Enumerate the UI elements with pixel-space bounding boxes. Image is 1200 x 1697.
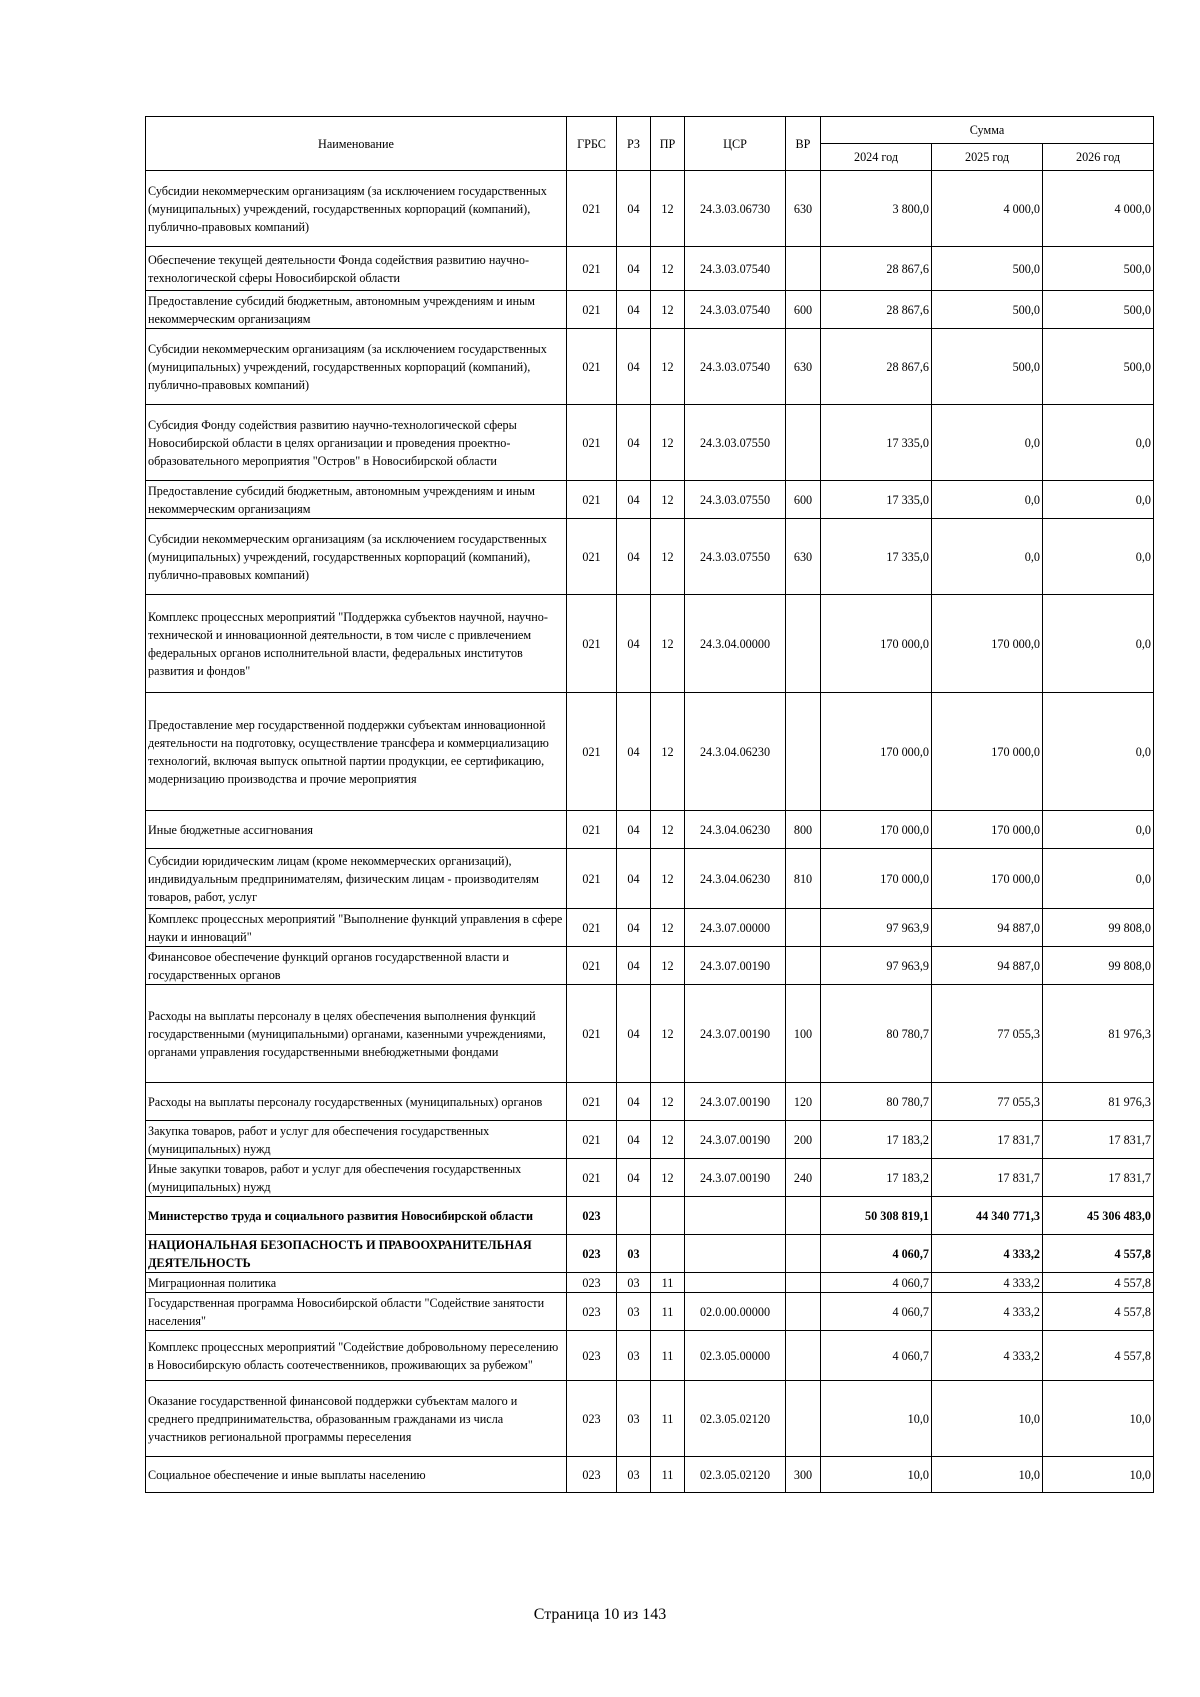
row-rz-cell: 04 <box>617 947 651 985</box>
table-body <box>146 171 1154 1493</box>
row-sum-2025-cell: 77 055,3 <box>932 1083 1043 1121</box>
row-grbs-cell: 023 <box>567 1235 617 1273</box>
row-rz-cell: 03 <box>617 1331 651 1381</box>
table-row <box>146 1197 1154 1235</box>
row-sum-2025-cell: 10,0 <box>932 1381 1043 1457</box>
row-sum-2026-cell: 4 557,8 <box>1043 1331 1154 1381</box>
row-csr-cell: 24.3.04.00000 <box>685 595 786 693</box>
row-sum-2026-cell: 0,0 <box>1043 519 1154 595</box>
row-sum-2026-cell: 0,0 <box>1043 595 1154 693</box>
row-sum-2026-cell: 4 557,8 <box>1043 1235 1154 1273</box>
row-name-cell: Закупка товаров, работ и услуг для обеспечения государственных (муниципальных) нужд <box>146 1121 567 1159</box>
row-csr-cell: 24.3.03.07540 <box>685 247 786 291</box>
row-pr-cell: 12 <box>651 481 685 519</box>
row-rz-cell: 04 <box>617 171 651 247</box>
table-row <box>146 405 1154 481</box>
row-sum-2024-cell: 10,0 <box>821 1457 932 1493</box>
row-sum-2026-cell: 500,0 <box>1043 247 1154 291</box>
row-sum-2024-cell: 80 780,7 <box>821 1083 932 1121</box>
row-rz-cell: 04 <box>617 329 651 405</box>
row-name-cell: Субсидии некоммерческим организациям (за исключением государственных (муниципальных) учреждений, государственных корпораций (компаний), публично-правовых компаний) <box>146 329 567 405</box>
row-sum-2024-cell: 4 060,7 <box>821 1331 932 1381</box>
row-sum-2024-cell: 17 335,0 <box>821 405 932 481</box>
row-vr-cell: 200 <box>786 1121 821 1159</box>
row-vr-cell <box>786 1381 821 1457</box>
row-rz-cell: 04 <box>617 247 651 291</box>
row-sum-2025-cell: 0,0 <box>932 481 1043 519</box>
row-sum-2025-cell: 17 831,7 <box>932 1121 1043 1159</box>
row-name-cell: Финансовое обеспечение функций органов государственной власти и государственных органов <box>146 947 567 985</box>
row-sum-2026-cell: 500,0 <box>1043 329 1154 405</box>
row-csr-cell: 24.3.03.07540 <box>685 329 786 405</box>
row-grbs-cell: 021 <box>567 519 617 595</box>
row-pr-cell: 12 <box>651 947 685 985</box>
row-name-cell: Министерство труда и социального развития Новосибирской области <box>146 1197 567 1235</box>
row-sum-2025-cell: 500,0 <box>932 291 1043 329</box>
row-vr-cell <box>786 1331 821 1381</box>
table-row <box>146 985 1154 1083</box>
row-sum-2025-cell: 10,0 <box>932 1457 1043 1493</box>
row-vr-cell: 800 <box>786 811 821 849</box>
row-sum-2024-cell: 170 000,0 <box>821 849 932 909</box>
row-pr-cell: 12 <box>651 849 685 909</box>
header-vr: ВР <box>786 117 821 171</box>
row-sum-2025-cell: 500,0 <box>932 329 1043 405</box>
row-name-cell: Расходы на выплаты персоналу в целях обеспечения выполнения функций государственными (муниципальными) органами, казенными учреждениями, органами управления государственными внебюджетными фондами <box>146 985 567 1083</box>
row-pr-cell: 12 <box>651 1159 685 1197</box>
page-number: Страница 10 из 143 <box>533 1606 667 1623</box>
table-row <box>146 595 1154 693</box>
table-row <box>146 1293 1154 1331</box>
row-rz-cell: 03 <box>617 1235 651 1273</box>
row-sum-2025-cell: 170 000,0 <box>932 595 1043 693</box>
row-rz-cell: 04 <box>617 595 651 693</box>
row-name-cell: Миграционная политика <box>146 1273 567 1293</box>
row-pr-cell <box>651 1235 685 1273</box>
row-name-cell: Иные бюджетные ассигнования <box>146 811 567 849</box>
row-sum-2024-cell: 28 867,6 <box>821 329 932 405</box>
row-sum-2024-cell: 170 000,0 <box>821 811 932 849</box>
row-sum-2026-cell: 10,0 <box>1043 1381 1154 1457</box>
row-rz-cell: 04 <box>617 519 651 595</box>
row-sum-2026-cell: 45 306 483,0 <box>1043 1197 1154 1235</box>
row-grbs-cell: 021 <box>567 1083 617 1121</box>
row-sum-2026-cell: 99 808,0 <box>1043 909 1154 947</box>
header-year-2025: 2025 год <box>932 144 1043 171</box>
row-rz-cell: 04 <box>617 405 651 481</box>
row-sum-2025-cell: 44 340 771,3 <box>932 1197 1043 1235</box>
row-sum-2025-cell: 4 333,2 <box>932 1331 1043 1381</box>
row-sum-2024-cell: 170 000,0 <box>821 595 932 693</box>
row-grbs-cell: 021 <box>567 811 617 849</box>
row-rz-cell: 04 <box>617 849 651 909</box>
row-pr-cell: 11 <box>651 1273 685 1293</box>
row-sum-2026-cell: 0,0 <box>1043 811 1154 849</box>
row-grbs-cell: 021 <box>567 171 617 247</box>
row-pr-cell: 12 <box>651 909 685 947</box>
row-pr-cell: 11 <box>651 1457 685 1493</box>
row-vr-cell <box>786 1273 821 1293</box>
row-pr-cell: 11 <box>651 1293 685 1331</box>
row-rz-cell: 03 <box>617 1381 651 1457</box>
row-name-cell: НАЦИОНАЛЬНАЯ БЕЗОПАСНОСТЬ И ПРАВООХРАНИТЕЛЬНАЯ ДЕЯТЕЛЬНОСТЬ <box>146 1235 567 1273</box>
row-pr-cell <box>651 1197 685 1235</box>
row-grbs-cell: 023 <box>567 1381 617 1457</box>
row-vr-cell <box>786 1197 821 1235</box>
row-csr-cell: 24.3.03.07550 <box>685 481 786 519</box>
row-name-cell: Социальное обеспечение и иные выплаты населению <box>146 1457 567 1493</box>
row-sum-2025-cell: 4 333,2 <box>932 1293 1043 1331</box>
row-grbs-cell: 021 <box>567 947 617 985</box>
row-sum-2026-cell: 0,0 <box>1043 693 1154 811</box>
row-grbs-cell: 021 <box>567 693 617 811</box>
row-sum-2024-cell: 80 780,7 <box>821 985 932 1083</box>
table-row <box>146 1457 1154 1493</box>
row-name-cell: Иные закупки товаров, работ и услуг для обеспечения государственных (муниципальных) нужд <box>146 1159 567 1197</box>
row-grbs-cell: 021 <box>567 985 617 1083</box>
row-name-cell: Комплекс процессных мероприятий "Выполнение функций управления в сфере науки и инноваций" <box>146 909 567 947</box>
row-grbs-cell: 023 <box>567 1197 617 1235</box>
row-vr-cell: 600 <box>786 481 821 519</box>
header-year-2024: 2024 год <box>821 144 932 171</box>
row-sum-2025-cell: 94 887,0 <box>932 909 1043 947</box>
row-sum-2025-cell: 170 000,0 <box>932 811 1043 849</box>
row-name-cell: Субсидии юридическим лицам (кроме некоммерческих организаций), индивидуальным предпринимателям, физическим лицам - производителям товаров, работ, услуг <box>146 849 567 909</box>
row-csr-cell: 24.3.04.06230 <box>685 811 786 849</box>
row-grbs-cell: 021 <box>567 247 617 291</box>
row-grbs-cell: 021 <box>567 595 617 693</box>
row-rz-cell: 04 <box>617 693 651 811</box>
row-pr-cell: 12 <box>651 693 685 811</box>
row-csr-cell <box>685 1235 786 1273</box>
row-pr-cell: 12 <box>651 595 685 693</box>
row-csr-cell: 02.0.00.00000 <box>685 1293 786 1331</box>
row-vr-cell: 600 <box>786 291 821 329</box>
row-vr-cell <box>786 947 821 985</box>
row-sum-2024-cell: 28 867,6 <box>821 291 932 329</box>
row-sum-2024-cell: 4 060,7 <box>821 1293 932 1331</box>
row-vr-cell: 100 <box>786 985 821 1083</box>
row-rz-cell: 04 <box>617 811 651 849</box>
row-sum-2025-cell: 0,0 <box>932 405 1043 481</box>
row-sum-2024-cell: 17 183,2 <box>821 1121 932 1159</box>
row-csr-cell: 24.3.04.06230 <box>685 849 786 909</box>
row-name-cell: Предоставление субсидий бюджетным, автономным учреждениям и иным некоммерческим организациям <box>146 481 567 519</box>
table-row <box>146 693 1154 811</box>
row-csr-cell: 24.3.07.00190 <box>685 1121 786 1159</box>
row-csr-cell: 24.3.03.07550 <box>685 405 786 481</box>
row-name-cell: Предоставление субсидий бюджетным, автономным учреждениям и иным некоммерческим организациям <box>146 291 567 329</box>
row-sum-2026-cell: 81 976,3 <box>1043 985 1154 1083</box>
table-row <box>146 1381 1154 1457</box>
table-row <box>146 1235 1154 1273</box>
row-name-cell: Субсидии некоммерческим организациям (за исключением государственных (муниципальных) учреждений, государственных корпораций (компаний), публично-правовых компаний) <box>146 171 567 247</box>
row-vr-cell: 300 <box>786 1457 821 1493</box>
row-sum-2026-cell: 17 831,7 <box>1043 1159 1154 1197</box>
row-sum-2025-cell: 4 000,0 <box>932 171 1043 247</box>
row-sum-2024-cell: 97 963,9 <box>821 947 932 985</box>
row-name-cell: Субсидии некоммерческим организациям (за исключением государственных (муниципальных) учреждений, государственных корпораций (компаний), публично-правовых компаний) <box>146 519 567 595</box>
row-sum-2026-cell: 500,0 <box>1043 291 1154 329</box>
row-grbs-cell: 021 <box>567 1159 617 1197</box>
row-pr-cell: 12 <box>651 171 685 247</box>
table-row <box>146 849 1154 909</box>
row-sum-2025-cell: 500,0 <box>932 247 1043 291</box>
row-pr-cell: 11 <box>651 1331 685 1381</box>
row-grbs-cell: 023 <box>567 1273 617 1293</box>
row-sum-2026-cell: 0,0 <box>1043 849 1154 909</box>
row-grbs-cell: 021 <box>567 1121 617 1159</box>
row-sum-2025-cell: 0,0 <box>932 519 1043 595</box>
row-pr-cell: 12 <box>651 405 685 481</box>
row-sum-2026-cell: 4 557,8 <box>1043 1273 1154 1293</box>
row-sum-2025-cell: 77 055,3 <box>932 985 1043 1083</box>
row-rz-cell: 04 <box>617 1083 651 1121</box>
row-pr-cell: 12 <box>651 985 685 1083</box>
row-pr-cell: 12 <box>651 1121 685 1159</box>
row-grbs-cell: 023 <box>567 1457 617 1493</box>
table-row <box>146 1273 1154 1293</box>
row-grbs-cell: 021 <box>567 481 617 519</box>
table-row <box>146 1159 1154 1197</box>
row-grbs-cell: 023 <box>567 1331 617 1381</box>
table-row <box>146 329 1154 405</box>
header-grbs: ГРБС <box>567 117 617 171</box>
row-sum-2025-cell: 4 333,2 <box>932 1235 1043 1273</box>
row-csr-cell: 24.3.07.00190 <box>685 1083 786 1121</box>
row-vr-cell <box>786 247 821 291</box>
row-sum-2024-cell: 3 800,0 <box>821 171 932 247</box>
row-vr-cell <box>786 595 821 693</box>
row-pr-cell: 12 <box>651 329 685 405</box>
row-grbs-cell: 021 <box>567 849 617 909</box>
row-grbs-cell: 021 <box>567 329 617 405</box>
row-sum-2024-cell: 17 335,0 <box>821 519 932 595</box>
row-sum-2024-cell: 10,0 <box>821 1381 932 1457</box>
row-rz-cell: 03 <box>617 1457 651 1493</box>
row-sum-2024-cell: 4 060,7 <box>821 1235 932 1273</box>
row-csr-cell: 24.3.03.07550 <box>685 519 786 595</box>
row-sum-2026-cell: 4 557,8 <box>1043 1293 1154 1331</box>
row-sum-2025-cell: 4 333,2 <box>932 1273 1043 1293</box>
row-name-cell: Расходы на выплаты персоналу государственных (муниципальных) органов <box>146 1083 567 1121</box>
table-row <box>146 171 1154 247</box>
row-vr-cell: 630 <box>786 171 821 247</box>
row-sum-2026-cell: 4 000,0 <box>1043 171 1154 247</box>
row-sum-2024-cell: 17 183,2 <box>821 1159 932 1197</box>
row-sum-2026-cell: 0,0 <box>1043 405 1154 481</box>
row-csr-cell: 24.3.03.06730 <box>685 171 786 247</box>
row-rz-cell: 04 <box>617 909 651 947</box>
row-name-cell: Комплекс процессных мероприятий "Содействие добровольному переселению в Новосибирскую область соотечественников, проживающих за рубежом" <box>146 1331 567 1381</box>
row-sum-2024-cell: 50 308 819,1 <box>821 1197 932 1235</box>
table-row <box>146 1121 1154 1159</box>
header-sum: Сумма <box>821 117 1154 144</box>
table-row <box>146 247 1154 291</box>
table-row <box>146 947 1154 985</box>
row-pr-cell: 12 <box>651 291 685 329</box>
header-pr: ПР <box>651 117 685 171</box>
row-csr-cell: 24.3.07.00190 <box>685 985 786 1083</box>
row-sum-2024-cell: 170 000,0 <box>821 693 932 811</box>
row-vr-cell: 630 <box>786 329 821 405</box>
row-vr-cell <box>786 693 821 811</box>
row-csr-cell: 24.3.03.07540 <box>685 291 786 329</box>
row-sum-2026-cell: 99 808,0 <box>1043 947 1154 985</box>
row-csr-cell <box>685 1197 786 1235</box>
row-sum-2026-cell: 17 831,7 <box>1043 1121 1154 1159</box>
row-vr-cell <box>786 909 821 947</box>
row-name-cell: Оказание государственной финансовой поддержки субъектам малого и среднего предпринимательства, образованным гражданами из числа участников региональной программы переселения <box>146 1381 567 1457</box>
row-grbs-cell: 021 <box>567 909 617 947</box>
row-rz-cell: 04 <box>617 1159 651 1197</box>
row-vr-cell <box>786 1293 821 1331</box>
table-row <box>146 481 1154 519</box>
row-vr-cell: 810 <box>786 849 821 909</box>
table-row <box>146 519 1154 595</box>
table-row <box>146 1331 1154 1381</box>
table-row <box>146 291 1154 329</box>
row-csr-cell: 24.3.07.00000 <box>685 909 786 947</box>
row-grbs-cell: 023 <box>567 1293 617 1331</box>
row-sum-2026-cell: 0,0 <box>1043 481 1154 519</box>
row-vr-cell <box>786 1235 821 1273</box>
row-sum-2026-cell: 81 976,3 <box>1043 1083 1154 1121</box>
row-pr-cell: 11 <box>651 1381 685 1457</box>
row-sum-2025-cell: 94 887,0 <box>932 947 1043 985</box>
row-vr-cell: 120 <box>786 1083 821 1121</box>
row-name-cell: Обеспечение текущей деятельности Фонда содействия развитию научно-технологической сферы Новосибирской области <box>146 247 567 291</box>
row-rz-cell: 04 <box>617 481 651 519</box>
header-csr: ЦСР <box>685 117 786 171</box>
row-sum-2025-cell: 170 000,0 <box>932 693 1043 811</box>
row-rz-cell: 03 <box>617 1293 651 1331</box>
row-rz-cell <box>617 1197 651 1235</box>
header-name: Наименование <box>146 117 567 171</box>
row-rz-cell: 04 <box>617 1121 651 1159</box>
row-csr-cell: 02.3.05.02120 <box>685 1457 786 1493</box>
header-year-2026: 2026 год <box>1043 144 1154 171</box>
row-rz-cell: 03 <box>617 1273 651 1293</box>
row-csr-cell: 24.3.04.06230 <box>685 693 786 811</box>
row-vr-cell <box>786 405 821 481</box>
row-sum-2026-cell: 10,0 <box>1043 1457 1154 1493</box>
row-name-cell: Государственная программа Новосибирской области "Содействие занятости населения" <box>146 1293 567 1331</box>
row-sum-2024-cell: 4 060,7 <box>821 1273 932 1293</box>
row-name-cell: Субсидия Фонду содействия развитию научно-технологической сферы Новосибирской области в целях организации и проведения проектно-образовательного мероприятия "Остров" в Новосибирской области <box>146 405 567 481</box>
row-pr-cell: 12 <box>651 811 685 849</box>
row-pr-cell: 12 <box>651 519 685 595</box>
budget-table <box>145 116 1154 1493</box>
row-rz-cell: 04 <box>617 291 651 329</box>
row-pr-cell: 12 <box>651 1083 685 1121</box>
header-rz: РЗ <box>617 117 651 171</box>
row-vr-cell: 630 <box>786 519 821 595</box>
row-sum-2024-cell: 97 963,9 <box>821 909 932 947</box>
row-csr-cell: 24.3.07.00190 <box>685 1159 786 1197</box>
row-pr-cell: 12 <box>651 247 685 291</box>
row-csr-cell <box>685 1273 786 1293</box>
table-row <box>146 1083 1154 1121</box>
row-csr-cell: 24.3.07.00190 <box>685 947 786 985</box>
row-name-cell: Комплекс процессных мероприятий "Поддержка субъектов научной, научно-технической и инновационной деятельности, в том числе с привлечением федеральных органов исполнительной власти, федеральных институтов развития и фондов" <box>146 595 567 693</box>
row-vr-cell: 240 <box>786 1159 821 1197</box>
row-sum-2024-cell: 28 867,6 <box>821 247 932 291</box>
row-grbs-cell: 021 <box>567 291 617 329</box>
row-sum-2025-cell: 17 831,7 <box>932 1159 1043 1197</box>
row-sum-2024-cell: 17 335,0 <box>821 481 932 519</box>
table-row <box>146 811 1154 849</box>
row-name-cell: Предоставление мер государственной поддержки субъектам инновационной деятельности на подготовку, осуществление трансфера и коммерциализацию технологий, включая выпуск опытной партии продукции, ее сертификацию, модернизацию производства и прочие мероприятия <box>146 693 567 811</box>
row-csr-cell: 02.3.05.02120 <box>685 1381 786 1457</box>
row-grbs-cell: 021 <box>567 405 617 481</box>
row-sum-2025-cell: 170 000,0 <box>932 849 1043 909</box>
row-csr-cell: 02.3.05.00000 <box>685 1331 786 1381</box>
table-row <box>146 909 1154 947</box>
row-rz-cell: 04 <box>617 985 651 1083</box>
